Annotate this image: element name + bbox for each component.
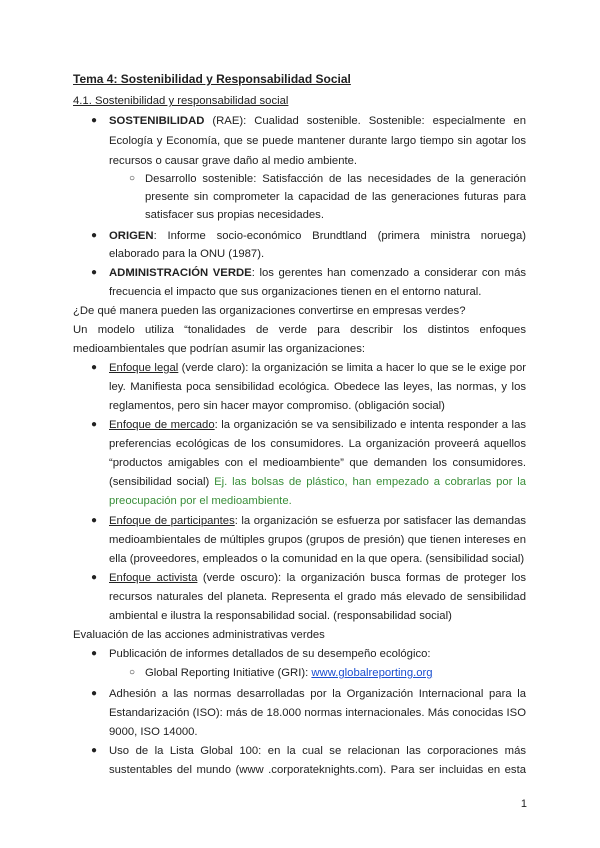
bullet-icon: ● xyxy=(91,515,98,526)
enfoque-mercado-line2: preferencias ecológicas de los consumidores. La organización proveerá aquellos xyxy=(109,438,526,450)
enfoque-activista-line1 xyxy=(109,571,526,585)
enfoque-mercado-line1 xyxy=(109,418,526,432)
publicacion-line: Publicación de informes detallados de su desempeño ecológico: xyxy=(109,648,431,660)
enfoque-activista-line2: recursos naturales del planeta. Representa el grado más elevado de sensibilidad xyxy=(109,591,526,603)
text: : Informe socio-económico Brundtland (primera ministra noruega) xyxy=(153,230,526,242)
bullet-icon: ● xyxy=(91,572,98,583)
lista-global-line2: sustentables del mundo (www .corporateknights.com). Para ser incluidas en esta xyxy=(109,764,526,776)
term-admin-verde: ADMINISTRACIÓN VERDE xyxy=(109,267,252,279)
page-title: Tema 4: Sostenibilidad y Responsabilidad Social xyxy=(73,72,351,86)
admin-verde-line2: frecuencia el impacto que sus organizaciones tienen en el entorno natural. xyxy=(109,286,482,298)
enfoque-legal-label: Enfoque legal xyxy=(109,362,179,374)
text: (verde oscuro): la organización busca formas de proteger los xyxy=(197,572,526,584)
enfoque-legal-line3: reglamentos, pero sin hacer mayor compromiso. (obligación social) xyxy=(109,400,445,412)
desarrollo-line2: presente sin comprometer la capacidad de las generaciones futuras para xyxy=(145,191,526,203)
admin-verde-line1 xyxy=(109,266,526,280)
enfoque-legal-line1 xyxy=(109,361,526,375)
text: Global Reporting Initiative (GRI): xyxy=(145,667,312,679)
question: ¿De qué manera pueden las organizaciones convertirse en empresas verdes? xyxy=(73,305,466,317)
bullet-icon: ● xyxy=(91,230,98,241)
iso-line1: Adhesión a las normas desarrolladas por la Organización Internacional para la xyxy=(109,688,526,700)
enfoque-participantes-line1 xyxy=(109,514,526,528)
enfoque-activista-label: Enfoque activista xyxy=(109,572,198,584)
enfoque-participantes-line2: medioambientales de múltiples grupos (grupos de presión) que tienen intereses en xyxy=(109,534,526,546)
bullet-icon: ● xyxy=(91,745,98,756)
iso-line2: Estandarización (ISO): más de 18.000 normas internacionales. Más conocidas ISO xyxy=(109,707,526,719)
evaluacion-heading: Evaluación de las acciones administrativas verdes xyxy=(73,629,325,641)
text: : la organización se va sensibilizado e intenta responder a las xyxy=(214,419,526,431)
enfoque-participantes-label: Enfoque de participantes xyxy=(109,515,235,527)
bullet-icon: ● xyxy=(91,688,98,699)
enfoque-mercado-line3: “productos amigables con el medioambiente” que demanden los consumidores. xyxy=(109,457,526,469)
enfoque-mercado-label: Enfoque de mercado xyxy=(109,419,215,431)
text: (sensibilidad social) xyxy=(109,476,210,488)
sostenibilidad-line3: recursos o causar grave daño al medio ambiente. xyxy=(109,155,358,167)
sostenibilidad-line1 xyxy=(109,114,526,128)
term-sostenibilidad: SOSTENIBILIDAD xyxy=(109,115,205,127)
page-number: 1 xyxy=(520,798,527,810)
text: (verde claro): la organización se limita a hacer lo que se le exige por xyxy=(178,362,526,374)
enfoque-participantes-line3: ella (proveedores, empleados o la comunidad en la que opera. (sensibilidad social) xyxy=(109,553,525,565)
sostenibilidad-line2: Ecología y Economía, que se puede mantener durante largo tiempo sin agotar los xyxy=(109,135,526,147)
origen-line2: elaborado para la ONU (1987). xyxy=(109,248,265,260)
desarrollo-line1: Desarrollo sostenible: Satisfacción de las necesidades de la generación xyxy=(145,173,526,185)
circle-bullet-icon: ○ xyxy=(129,667,136,678)
modelo-line2: medioambientales que podrían asumir las organizaciones: xyxy=(73,343,366,355)
example-text: Ej. las bolsas de plástico, han empezado a cobrarlas por la xyxy=(209,476,527,488)
bullet-icon: ● xyxy=(91,362,98,373)
enfoque-activista-line3: ambiental e ilustra la responsabilidad social. (responsabilidad social) xyxy=(109,610,452,622)
term-origen: ORIGEN xyxy=(109,230,154,242)
modelo-line1: Un modelo utiliza “tonalidades de verde para describir los distintos enfoques xyxy=(73,324,526,336)
desarrollo-line3: satisfacer sus propias necesidades. xyxy=(145,209,324,221)
enfoque-mercado-line5: preocupación por el medioambiente. xyxy=(109,495,292,507)
gri-line xyxy=(145,666,433,680)
gri-link[interactable]: www.globalreporting.org xyxy=(311,667,433,679)
lista-global-line1: Uso de la Lista Global 100: en la cual se relacionan las corporaciones más xyxy=(109,745,526,757)
text: : los gerentes han comenzado a considerar con más xyxy=(251,267,526,279)
bullet-icon: ● xyxy=(91,419,98,430)
enfoque-mercado-line4 xyxy=(109,475,526,489)
enfoque-legal-line2: ley. Manifiesta poca sensibilidad ecológica. Obedece las leyes, las normas, y los xyxy=(109,381,526,393)
origen-line1 xyxy=(109,229,526,243)
text: : la organización se esfuerza por satisfacer las demandas xyxy=(234,515,527,527)
bullet-icon: ● xyxy=(91,115,98,126)
iso-line3: 9000, ISO 14000. xyxy=(109,726,198,738)
bullet-icon: ● xyxy=(91,267,98,278)
text: (RAE): Cualidad sostenible. Sostenible: especialmente en xyxy=(204,115,526,127)
bullet-icon: ● xyxy=(91,648,98,659)
section-heading: 4.1. Sostenibilidad y responsabilidad social xyxy=(73,95,289,107)
circle-bullet-icon: ○ xyxy=(129,173,136,184)
